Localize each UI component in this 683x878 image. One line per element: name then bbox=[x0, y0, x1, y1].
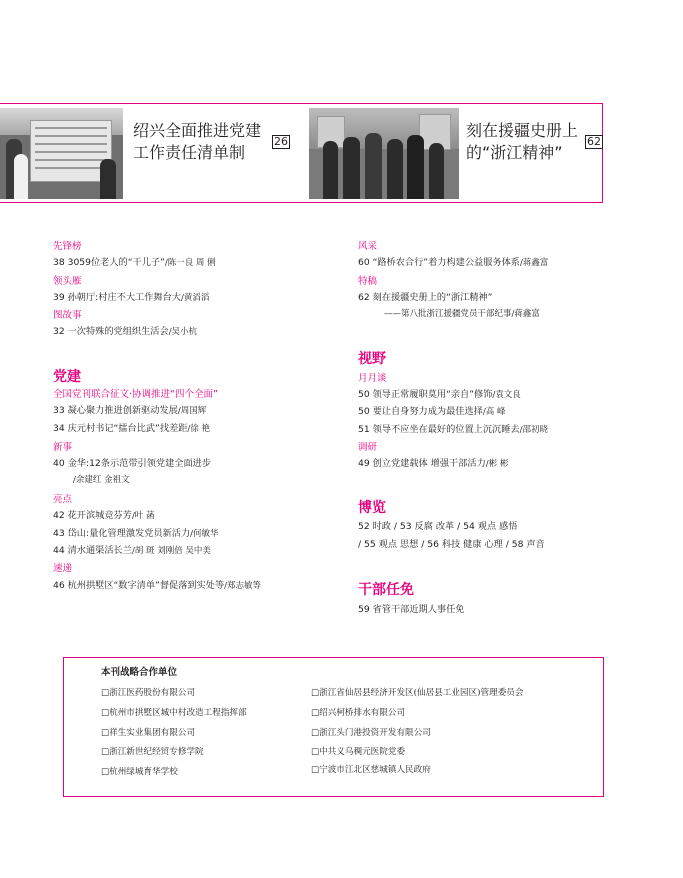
section-diaoyan: 调研 bbox=[358, 442, 378, 453]
toc-item-title: 49 创立党建载体 增强干部活力 bbox=[358, 458, 486, 469]
toc-item[interactable] bbox=[358, 389, 521, 401]
heading-bolan: 博览 bbox=[358, 500, 386, 516]
bolan-line-1[interactable]: 52 时政 / 53 反腐 改革 / 54 观点 感悟 bbox=[358, 521, 518, 532]
toc-item-author: /黄滔滔 bbox=[180, 293, 210, 303]
toc-item-author: /邵初晓 bbox=[519, 425, 548, 435]
section-xianfengbang: 先锋榜 bbox=[53, 241, 82, 252]
toc-item-author: /胡 斑 刘刚倍 吴中美 bbox=[131, 546, 211, 556]
toc-item[interactable] bbox=[53, 257, 216, 269]
toc-item[interactable] bbox=[358, 257, 548, 269]
feature-title-2[interactable] bbox=[466, 120, 578, 164]
toc-item-title: 42 花开滨城竞芬芳 bbox=[53, 510, 132, 521]
partner-item: □祥生实业集团有限公司 bbox=[101, 728, 196, 738]
subheading-lianhe-zhengwen: 全国党刊联合征文·协调推进“四个全面” bbox=[53, 389, 218, 400]
toc-item-author: /叶 菡 bbox=[131, 511, 155, 521]
toc-item-author: /彬 彬 bbox=[485, 459, 509, 469]
feature-page-2: 62 bbox=[587, 135, 601, 148]
partners-title: 本刊战略合作单位 bbox=[101, 667, 178, 678]
feature-title-2-line-2: 的“浙江精神” bbox=[466, 143, 563, 162]
toc-item[interactable] bbox=[358, 406, 505, 418]
toc-item-author: /高 峰 bbox=[482, 407, 506, 417]
toc-item-author: /郑志敏等 bbox=[224, 581, 262, 591]
toc-item[interactable] bbox=[53, 545, 211, 557]
toc-item-title: 32 一次特殊的党组织生活会 bbox=[53, 326, 169, 337]
feature-banner bbox=[0, 103, 603, 203]
partner-item: □宁波市江北区慈城镇人民政府 bbox=[311, 765, 431, 775]
toc-item-subtitle: ——第八批浙江援疆党员干部纪事/蒋鑫富 bbox=[384, 309, 540, 319]
feature-title-2-line-1: 刻在援疆史册上 bbox=[466, 121, 579, 140]
toc-item-author: /徐 艳 bbox=[187, 424, 210, 434]
partner-item: □浙江省仙居县经济开发区(仙居县工业园区)管理委员会 bbox=[311, 688, 524, 698]
toc-item-author: /周国辉 bbox=[177, 406, 207, 416]
toc-item-title: 33 凝心聚力推进创新驱动发展 bbox=[53, 405, 178, 416]
toc-item-title: 34 庆元村书记“擂台比武”找差距 bbox=[53, 423, 188, 434]
feature-page-1: 26 bbox=[274, 135, 288, 148]
toc-item-author: /何敏华 bbox=[190, 529, 219, 539]
toc-item-author: /蒋鑫富 bbox=[519, 258, 549, 268]
section-tugushi: 图故事 bbox=[53, 310, 82, 321]
feature-photo-2 bbox=[309, 108, 459, 199]
section-lingtouyan: 领头雁 bbox=[53, 276, 82, 287]
toc-item[interactable] bbox=[53, 458, 211, 470]
toc-item-title: 40 金华:12条示范带引领党建全面进步 bbox=[53, 458, 212, 469]
partner-item: □浙江新世纪经贸专修学院 bbox=[101, 747, 204, 757]
toc-item-author: /袁文良 bbox=[492, 390, 521, 400]
toc-item[interactable] bbox=[53, 292, 209, 304]
toc-item-author: /余建红 金祖文 bbox=[73, 475, 130, 485]
section-yueyuetan: 月月谈 bbox=[358, 373, 387, 384]
toc-item-author: /陈一良 周 俐 bbox=[164, 258, 216, 268]
toc-item-title: 50 要让自身努力成为最佳选择 bbox=[358, 406, 483, 417]
toc-item[interactable] bbox=[53, 528, 219, 540]
partner-item: □绍兴柯桥排水有限公司 bbox=[311, 708, 406, 718]
toc-item[interactable] bbox=[358, 458, 508, 470]
partner-item: □杭州市拱墅区城中村改造工程指挥部 bbox=[101, 708, 247, 718]
toc-item[interactable] bbox=[53, 423, 210, 435]
toc-item[interactable] bbox=[53, 326, 197, 338]
toc-item-title: 44 清水通渠活长兰 bbox=[53, 545, 132, 556]
section-tegao: 特稿 bbox=[358, 276, 378, 287]
toc-item[interactable] bbox=[53, 580, 261, 592]
partners-box bbox=[63, 657, 604, 797]
section-sudi: 速递 bbox=[53, 563, 73, 574]
toc-item[interactable] bbox=[358, 424, 548, 436]
toc-item-title: 38 3059位老人的“干儿子” bbox=[53, 257, 165, 268]
feature-title-1-line-1: 绍兴全面推进党建 bbox=[133, 121, 262, 140]
partner-item: □杭州绿城育华学校 bbox=[101, 767, 178, 777]
toc-item-title: 60 “路桥农合行”着力构建公益服务体系 bbox=[358, 257, 520, 268]
section-fengcai: 风采 bbox=[358, 241, 378, 252]
toc-item-title: 51 领导不应坐在最好的位置上沉沉睡去 bbox=[358, 424, 520, 435]
toc-item[interactable] bbox=[358, 292, 492, 304]
section-xinshi: 新事 bbox=[53, 442, 73, 453]
toc-item-title: 50 领导正常履职莫用“亲自”修饰 bbox=[358, 389, 493, 400]
toc-item-title: 46 杭州拱墅区“数字清单”督促落到实处等 bbox=[53, 580, 225, 591]
partner-item: □浙江医药股份有限公司 bbox=[101, 688, 196, 698]
heading-dangjian: 党建 bbox=[53, 369, 81, 385]
feature-photo-1 bbox=[0, 108, 123, 199]
section-liangdian: 亮点 bbox=[53, 494, 73, 505]
toc-item-author: /吴小杭 bbox=[168, 327, 198, 337]
heading-shiye: 视野 bbox=[358, 351, 386, 367]
toc-item[interactable] bbox=[358, 604, 465, 616]
toc-item[interactable] bbox=[53, 510, 155, 522]
toc-item-title: 43 岱山:量化管理激发党员新活力 bbox=[53, 528, 191, 539]
feature-title-1[interactable] bbox=[133, 120, 261, 164]
toc-item-title: 39 孙朝厅:村庄不大工作舞台大 bbox=[53, 292, 181, 303]
toc-item-title: 62 刻在援疆史册上的“浙江精神” bbox=[358, 292, 493, 303]
toc-item-title: 59 省管干部近期人事任免 bbox=[358, 604, 465, 615]
partner-item: □浙江头门港投资开发有限公司 bbox=[311, 728, 431, 738]
toc-item[interactable] bbox=[53, 405, 206, 417]
partner-item: □中共义乌稠元医院党委 bbox=[311, 747, 406, 757]
heading-ganbu-renmian: 干部任免 bbox=[358, 582, 414, 598]
feature-title-1-line-2: 工作责任清单制 bbox=[133, 143, 246, 162]
bolan-line-2[interactable]: / 55 观点 思想 / 56 科技 健康 心理 / 58 声音 bbox=[358, 539, 545, 550]
